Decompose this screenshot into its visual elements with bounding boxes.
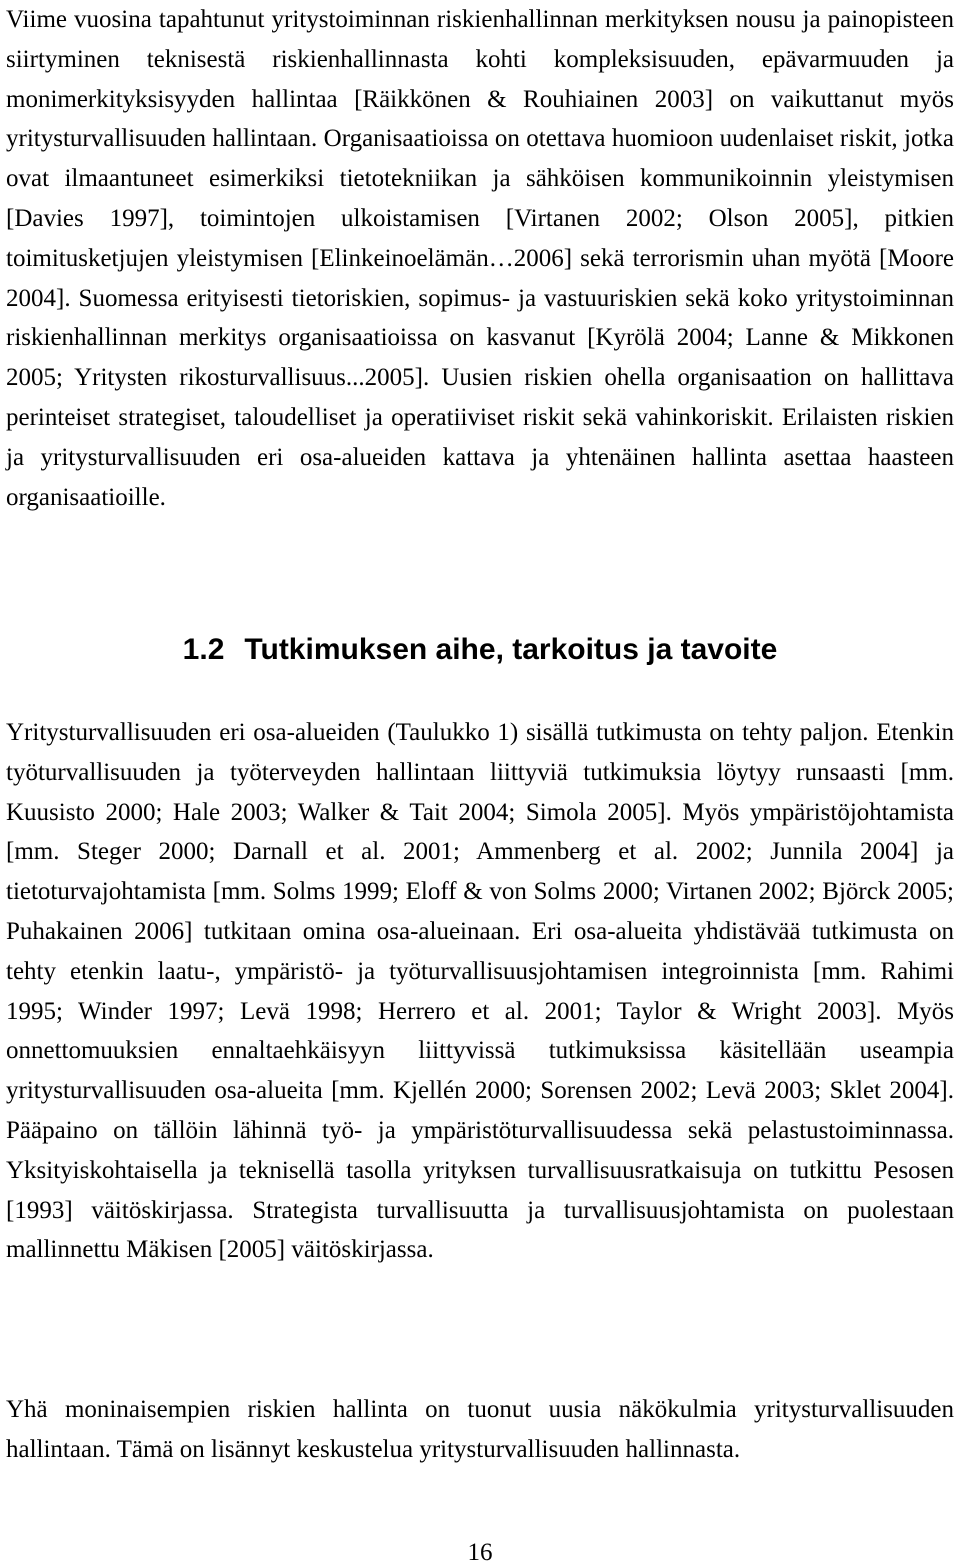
research-paragraph: Yritysturvallisuuden eri osa-alueiden (Taulukko 1) sisällä tutkimusta on tehty paljon. Etenkin työturvallisuuden ja työterveyden hallintaan liittyviä tutkimuksia löytyy runsaasti [mm. Kuusisto 2000; Hale 2003; Walker & Tait 2004; Simola 2005]. Myös ympäristöjohtamista [mm. Steger 2000; Darnall et al. 2001; Ammenberg et al. 2002; Junnila 2004] ja tietoturvajohtamista [mm. Solms 1999; Eloff & von Solms 2000; Virtanen 2002; Björck 2005; Puhakainen 2006] tutkitaan omina osa-alueinaan. Eri osa-alueita yhdistävää tutkimusta on tehty etenkin laatu-, ympäristö- ja työturvallisuusjohtamisen integroinnista [mm. Rahimi 1995; Winder 1997; Levä 1998; Herrero et al. 2001; Taylor & Wright 2003]. Myös onnettomuuksien ennaltaehkäisyyn liittyvissä tutkimuksissa käsitellään useampia yritysturvallisuuden osa-alueita [mm. Kjellén 2000; Sorensen 2002; Levä 2003; Sklet 2004]. Pääpaino on tällöin lähinnä työ- ja ympäristöturvallisuudessa sekä pelastustoiminnassa. Yksityiskohtaisella ja teknisellä tasolla yrityksen turvallisuusratkaisuja on tutkittu Pesosen [1993] väitöskirjassa. Strategista turvallisuutta ja turvallisuusjohtamista on puolestaan mallinnettu Mäkisen [2005] väitöskirjassa.	[6, 719, 954, 1264]
section-heading	[0, 628, 960, 672]
section-number: 1.2	[182, 633, 225, 666]
page-number: 16	[467, 1539, 493, 1566]
intro-paragraph: Viime vuosina tapahtunut yritystoiminnan riskienhallinnan merkityksen nousu ja painopisteen siirtyminen teknisestä riskienhallinnasta kohti kompleksisuuden, epävarmuuden ja monimerkityksisyyden hallintaa [Räikkönen & Rouhiainen 2003] on vaikuttanut myös yritysturvallisuuden hallintaan. Organisaatioissa on otettava huomioon uudenlaiset riskit, jotka ovat ilmaantuneet esimerkiksi tietotekniikan ja sähköisen kommunikoinnin yleistymisen [Davies 1997], toimintojen ulkoistamisen [Virtanen 2002; Olson 2005], pitkien toimitusketjujen yleistymisen [Elinkeinoelämän…2006] sekä terrorismin uhan myötä [Moore 2004]. Suomessa erityisesti tietoriskien, sopimus- ja vastuuriskien sekä koko yritystoiminnan riskienhallinnan merkitys organisaatioissa on kasvanut [Kyrölä 2004; Lanne & Mikkonen 2005; Yritysten rikosturvallisuus...2005]. Uusien riskien ohella organisaation on hallittava perinteiset strategiset, taloudelliset ja operatiiviset riskit sekä vahinkoriskit. Erilaisten riskien ja yritysturvallisuuden eri osa-alueiden kattava ja yhtenäinen hallinta asettaa haasteen organisaatioille.	[6, 6, 954, 511]
section-title: Tutkimuksen aihe, tarkoitus ja tavoite	[244, 633, 778, 666]
closing-paragraph: Yhä moninaisempien riskien hallinta on tuonut uusia näkökulmia yritysturvallisuuden hallintaan. Tämä on lisännyt keskustelua yritysturvallisuuden hallinnasta.	[6, 1396, 954, 1463]
